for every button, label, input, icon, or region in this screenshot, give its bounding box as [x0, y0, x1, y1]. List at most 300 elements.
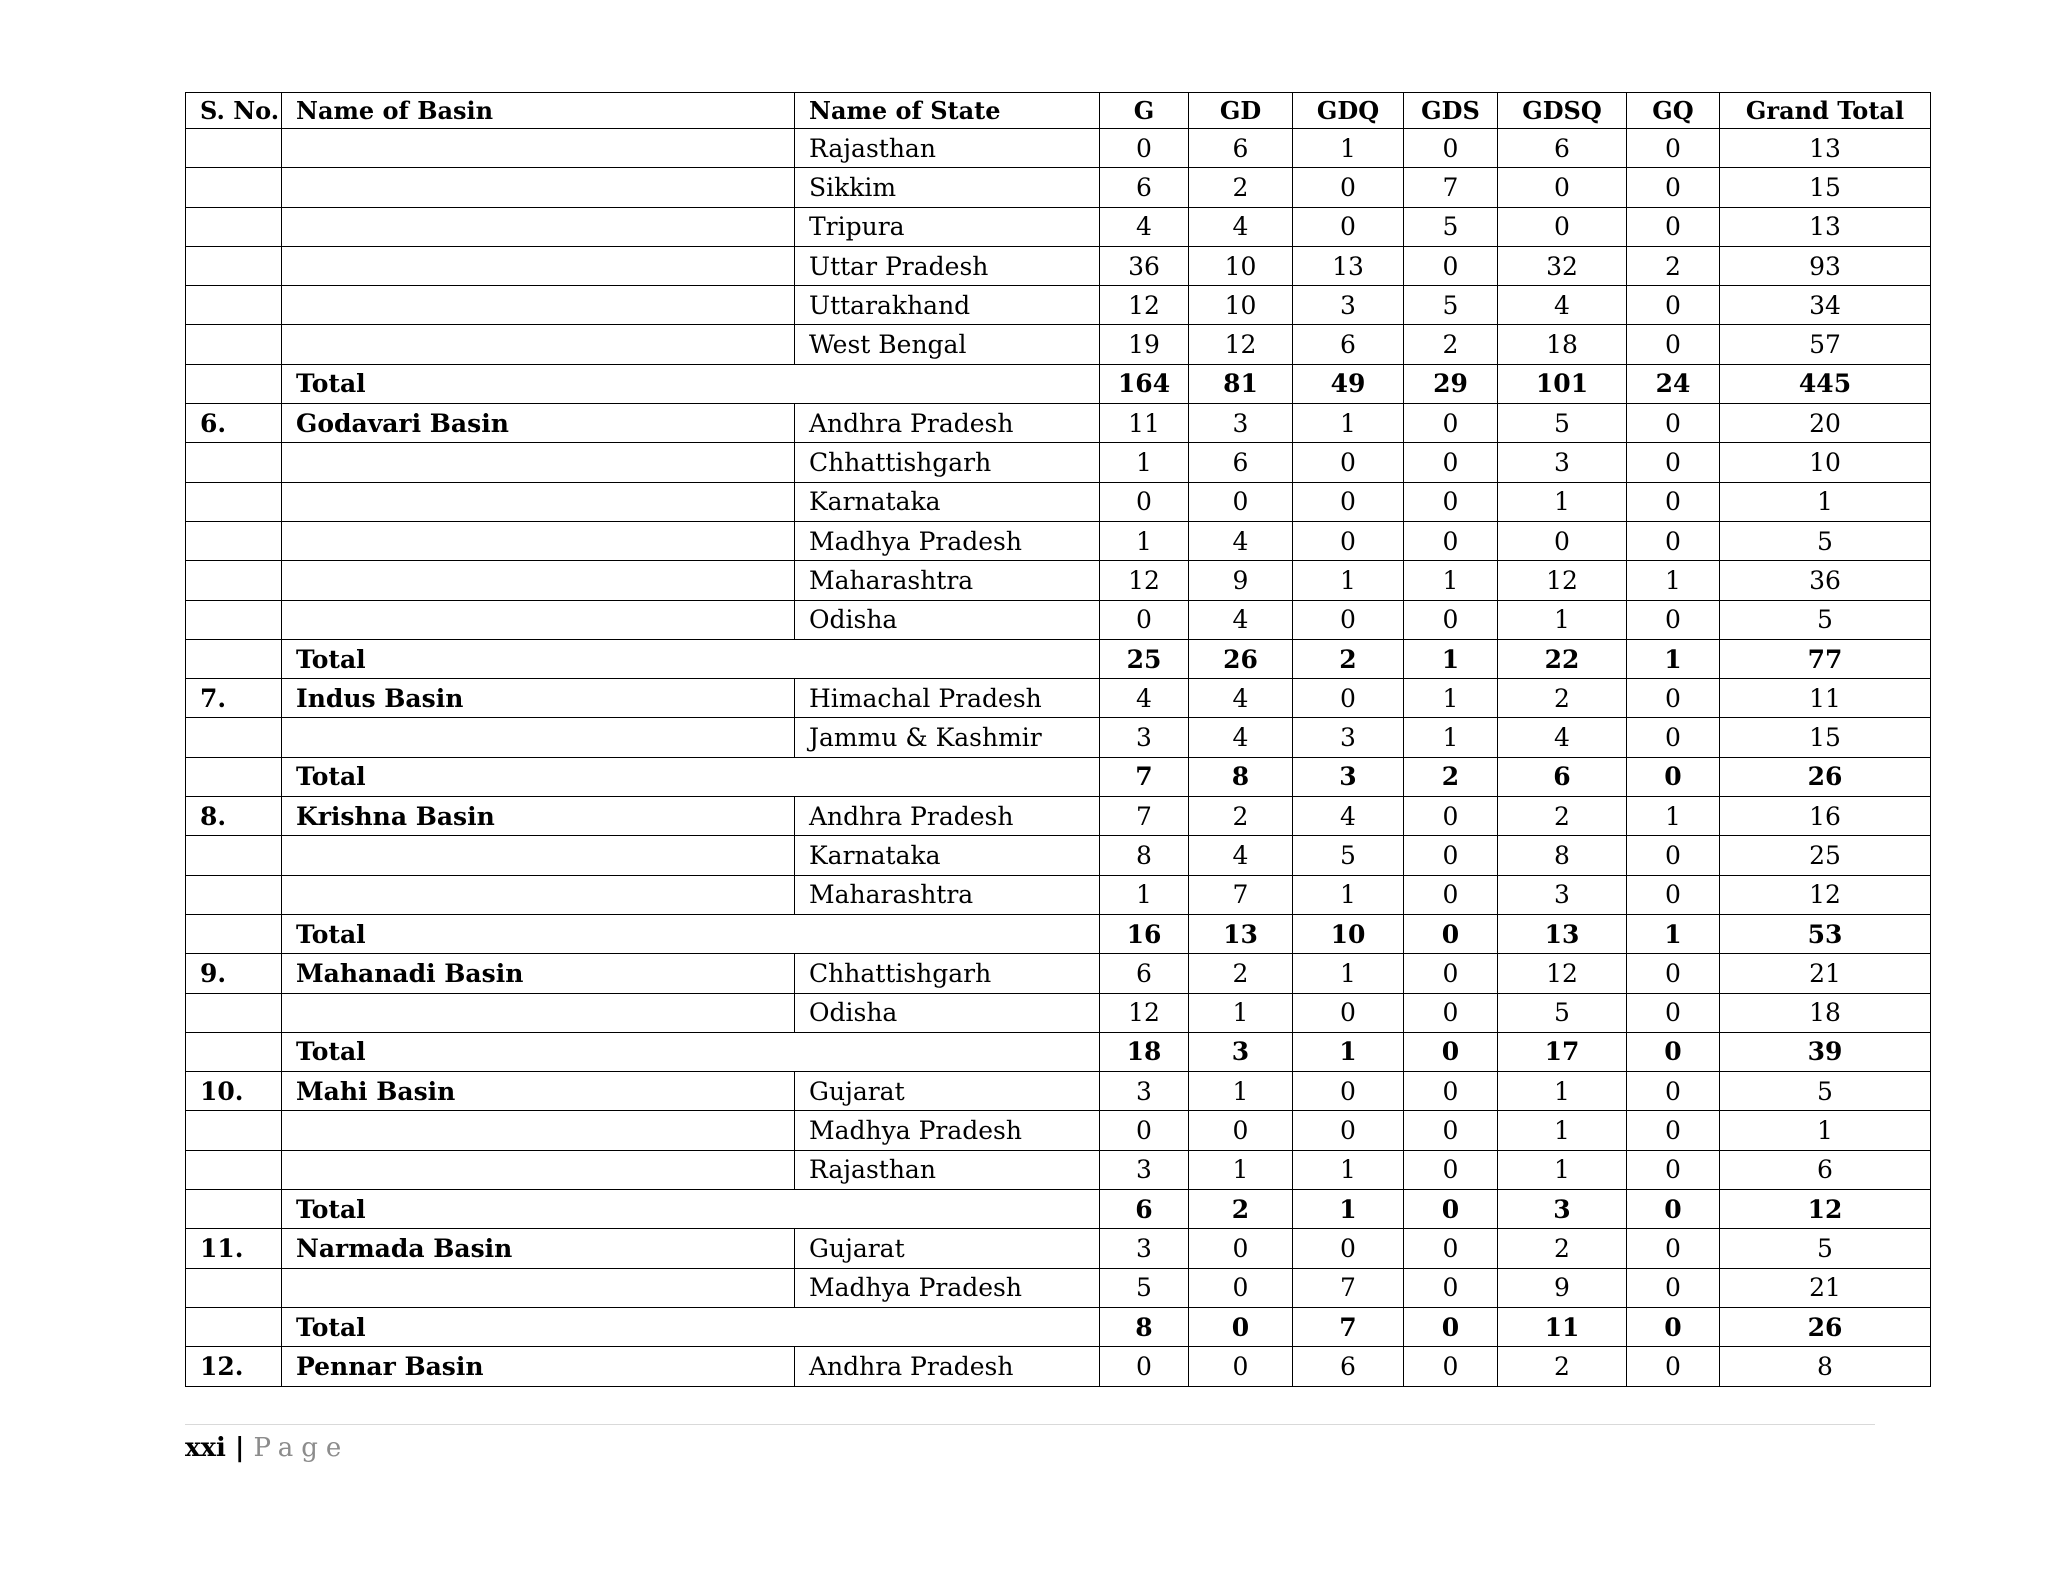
- value-cell-gq: 0: [1627, 993, 1720, 1032]
- table-row: [186, 1229, 1931, 1268]
- value-cell-gd: 0: [1189, 482, 1293, 521]
- basin-name-cell: Mahanadi Basin: [282, 954, 795, 993]
- table-row: [186, 1072, 1931, 1111]
- page-label: Page: [253, 1433, 350, 1463]
- table-row: [186, 325, 1931, 364]
- value-cell-gd: 1: [1189, 1150, 1293, 1189]
- state-name-cell: Gujarat: [795, 1229, 1100, 1268]
- value-cell-g: 16: [1100, 914, 1189, 953]
- value-cell-g: 3: [1100, 1150, 1189, 1189]
- value-cell-gdsq: 1: [1498, 1111, 1627, 1150]
- value-cell-grand-total: 5: [1720, 600, 1931, 639]
- state-name-cell: Jammu & Kashmir: [795, 718, 1100, 757]
- table-row: [186, 1347, 1931, 1386]
- value-cell-gds: 0: [1404, 797, 1498, 836]
- value-cell-gds: 1: [1404, 718, 1498, 757]
- basin-name-cell: Pennar Basin: [282, 1347, 795, 1386]
- table-row: [186, 404, 1931, 443]
- state-name-cell: Uttarakhand: [795, 286, 1100, 325]
- value-cell-gd: 0: [1189, 1111, 1293, 1150]
- state-name-cell: Andhra Pradesh: [795, 1347, 1100, 1386]
- basin-name-cell: [282, 1268, 795, 1307]
- header-grand-total: Grand Total: [1720, 93, 1931, 129]
- sno-cell: [186, 1268, 282, 1307]
- value-cell-gds: 0: [1404, 1032, 1498, 1071]
- value-cell-gd: 6: [1189, 129, 1293, 168]
- total-row: [186, 1032, 1931, 1071]
- value-cell-gds: 0: [1404, 1072, 1498, 1111]
- value-cell-gdsq: 9: [1498, 1268, 1627, 1307]
- value-cell-gd: 13: [1189, 914, 1293, 953]
- sno-cell: 9.: [186, 954, 282, 993]
- value-cell-gd: 10: [1189, 246, 1293, 285]
- value-cell-gd: 0: [1189, 1347, 1293, 1386]
- value-cell-grand-total: 8: [1720, 1347, 1931, 1386]
- value-cell-grand-total: 18: [1720, 993, 1931, 1032]
- table-row: [186, 521, 1931, 560]
- sno-cell: [186, 246, 282, 285]
- total-row: [186, 1190, 1931, 1229]
- sno-cell: 11.: [186, 1229, 282, 1268]
- value-cell-g: 164: [1100, 364, 1189, 403]
- value-cell-grand-total: 21: [1720, 1268, 1931, 1307]
- value-cell-grand-total: 12: [1720, 875, 1931, 914]
- value-cell-gq: 0: [1627, 836, 1720, 875]
- value-cell-gd: 7: [1189, 875, 1293, 914]
- value-cell-gdq: 0: [1293, 443, 1404, 482]
- value-cell-gdq: 0: [1293, 1229, 1404, 1268]
- basin-name-cell: [282, 168, 795, 207]
- value-cell-g: 3: [1100, 1072, 1189, 1111]
- value-cell-g: 12: [1100, 286, 1189, 325]
- header-gds: GDS: [1404, 93, 1498, 129]
- value-cell-g: 5: [1100, 1268, 1189, 1307]
- value-cell-gq: 1: [1627, 561, 1720, 600]
- value-cell-gdq: 0: [1293, 1072, 1404, 1111]
- value-cell-gq: 0: [1627, 875, 1720, 914]
- state-name-cell: Maharashtra: [795, 561, 1100, 600]
- value-cell-gds: 0: [1404, 443, 1498, 482]
- value-cell-gds: 0: [1404, 404, 1498, 443]
- state-name-cell: West Bengal: [795, 325, 1100, 364]
- state-name-cell: Madhya Pradesh: [795, 1268, 1100, 1307]
- state-name-cell: Rajasthan: [795, 1150, 1100, 1189]
- value-cell-gdq: 0: [1293, 207, 1404, 246]
- value-cell-g: 3: [1100, 718, 1189, 757]
- value-cell-grand-total: 1: [1720, 1111, 1931, 1150]
- basin-name-cell: [282, 836, 795, 875]
- value-cell-gdsq: 3: [1498, 443, 1627, 482]
- state-name-cell: Maharashtra: [795, 875, 1100, 914]
- value-cell-gd: 26: [1189, 639, 1293, 678]
- value-cell-gds: 0: [1404, 600, 1498, 639]
- value-cell-gd: 9: [1189, 561, 1293, 600]
- total-row: [186, 914, 1931, 953]
- value-cell-g: 18: [1100, 1032, 1189, 1071]
- basin-name-cell: [282, 129, 795, 168]
- value-cell-gds: 0: [1404, 1307, 1498, 1346]
- value-cell-gdsq: 2: [1498, 1347, 1627, 1386]
- sno-cell: 8.: [186, 797, 282, 836]
- value-cell-gd: 6: [1189, 443, 1293, 482]
- value-cell-gq: 0: [1627, 1150, 1720, 1189]
- basin-name-cell: Krishna Basin: [282, 797, 795, 836]
- value-cell-gq: 0: [1627, 600, 1720, 639]
- value-cell-gq: 0: [1627, 1111, 1720, 1150]
- value-cell-gd: 1: [1189, 1072, 1293, 1111]
- page-footer: [185, 1424, 1875, 1463]
- value-cell-gdsq: 8: [1498, 836, 1627, 875]
- value-cell-gq: 0: [1627, 1190, 1720, 1229]
- value-cell-gds: 0: [1404, 954, 1498, 993]
- value-cell-grand-total: 34: [1720, 286, 1931, 325]
- value-cell-gdq: 7: [1293, 1307, 1404, 1346]
- table-row: [186, 875, 1931, 914]
- value-cell-grand-total: 53: [1720, 914, 1931, 953]
- value-cell-grand-total: 77: [1720, 639, 1931, 678]
- table-row: [186, 600, 1931, 639]
- table-row: [186, 1268, 1931, 1307]
- value-cell-gd: 12: [1189, 325, 1293, 364]
- basin-name-cell: [282, 875, 795, 914]
- value-cell-gds: 0: [1404, 1347, 1498, 1386]
- value-cell-gdq: 5: [1293, 836, 1404, 875]
- value-cell-gd: 4: [1189, 207, 1293, 246]
- value-cell-gq: 0: [1627, 207, 1720, 246]
- value-cell-grand-total: 5: [1720, 1072, 1931, 1111]
- value-cell-gdsq: 6: [1498, 129, 1627, 168]
- value-cell-gdsq: 4: [1498, 286, 1627, 325]
- table-body: [186, 129, 1931, 1387]
- value-cell-gd: 4: [1189, 600, 1293, 639]
- state-name-cell: Madhya Pradesh: [795, 521, 1100, 560]
- sno-cell: [186, 1150, 282, 1189]
- value-cell-gdq: 1: [1293, 129, 1404, 168]
- value-cell-gdsq: 4: [1498, 718, 1627, 757]
- value-cell-gds: 0: [1404, 246, 1498, 285]
- value-cell-g: 6: [1100, 954, 1189, 993]
- value-cell-gd: 2: [1189, 954, 1293, 993]
- value-cell-gq: 0: [1627, 679, 1720, 718]
- value-cell-g: 0: [1100, 600, 1189, 639]
- state-name-cell: Odisha: [795, 993, 1100, 1032]
- table-row: [186, 129, 1931, 168]
- value-cell-gd: 4: [1189, 521, 1293, 560]
- value-cell-gdsq: 12: [1498, 954, 1627, 993]
- value-cell-gds: 1: [1404, 561, 1498, 600]
- value-cell-gds: 5: [1404, 286, 1498, 325]
- basin-name-cell: [282, 993, 795, 1032]
- sno-cell: 12.: [186, 1347, 282, 1386]
- sno-cell: [186, 129, 282, 168]
- value-cell-gdsq: 22: [1498, 639, 1627, 678]
- value-cell-gdsq: 0: [1498, 168, 1627, 207]
- basin-name-cell: Mahi Basin: [282, 1072, 795, 1111]
- value-cell-g: 0: [1100, 1347, 1189, 1386]
- value-cell-gd: 0: [1189, 1229, 1293, 1268]
- value-cell-g: 11: [1100, 404, 1189, 443]
- value-cell-gds: 0: [1404, 875, 1498, 914]
- header-sno: S. No.: [186, 93, 282, 129]
- total-label: Total: [282, 639, 1100, 678]
- value-cell-grand-total: 25: [1720, 836, 1931, 875]
- value-cell-gdq: 0: [1293, 600, 1404, 639]
- value-cell-g: 4: [1100, 679, 1189, 718]
- value-cell-gds: 0: [1404, 1150, 1498, 1189]
- table-row: [186, 718, 1931, 757]
- value-cell-gd: 4: [1189, 679, 1293, 718]
- value-cell-gd: 0: [1189, 1268, 1293, 1307]
- sno-cell: [186, 600, 282, 639]
- header-gd: GD: [1189, 93, 1293, 129]
- value-cell-gq: 0: [1627, 404, 1720, 443]
- value-cell-gdq: 1: [1293, 561, 1404, 600]
- value-cell-gd: 2: [1189, 797, 1293, 836]
- value-cell-gq: 0: [1627, 129, 1720, 168]
- value-cell-gdsq: 0: [1498, 521, 1627, 560]
- value-cell-gq: 0: [1627, 1032, 1720, 1071]
- value-cell-gq: 0: [1627, 1072, 1720, 1111]
- value-cell-gd: 3: [1189, 404, 1293, 443]
- value-cell-gq: 0: [1627, 1229, 1720, 1268]
- value-cell-gd: 81: [1189, 364, 1293, 403]
- sno-cell: [186, 914, 282, 953]
- value-cell-gds: 7: [1404, 168, 1498, 207]
- value-cell-g: 1: [1100, 875, 1189, 914]
- value-cell-gdq: 1: [1293, 875, 1404, 914]
- value-cell-gdq: 3: [1293, 757, 1404, 796]
- value-cell-gdq: 0: [1293, 993, 1404, 1032]
- value-cell-g: 8: [1100, 1307, 1189, 1346]
- value-cell-gq: 0: [1627, 443, 1720, 482]
- value-cell-grand-total: 15: [1720, 718, 1931, 757]
- basin-name-cell: [282, 718, 795, 757]
- value-cell-gd: 4: [1189, 836, 1293, 875]
- state-name-cell: Uttar Pradesh: [795, 246, 1100, 285]
- state-name-cell: Gujarat: [795, 1072, 1100, 1111]
- value-cell-gdsq: 12: [1498, 561, 1627, 600]
- value-cell-grand-total: 6: [1720, 1150, 1931, 1189]
- value-cell-gds: 0: [1404, 993, 1498, 1032]
- value-cell-gdsq: 2: [1498, 1229, 1627, 1268]
- table-row: [186, 443, 1931, 482]
- value-cell-gdsq: 18: [1498, 325, 1627, 364]
- sno-cell: [186, 718, 282, 757]
- value-cell-gds: 29: [1404, 364, 1498, 403]
- value-cell-grand-total: 12: [1720, 1190, 1931, 1229]
- value-cell-gdsq: 32: [1498, 246, 1627, 285]
- header-gdq: GDQ: [1293, 93, 1404, 129]
- value-cell-gdq: 6: [1293, 325, 1404, 364]
- value-cell-gq: 0: [1627, 325, 1720, 364]
- sno-cell: [186, 521, 282, 560]
- header-g: G: [1100, 93, 1189, 129]
- value-cell-gds: 0: [1404, 914, 1498, 953]
- value-cell-gd: 4: [1189, 718, 1293, 757]
- value-cell-gq: 1: [1627, 797, 1720, 836]
- value-cell-g: 8: [1100, 836, 1189, 875]
- total-row: [186, 757, 1931, 796]
- value-cell-grand-total: 39: [1720, 1032, 1931, 1071]
- sno-cell: [186, 207, 282, 246]
- value-cell-gds: 0: [1404, 1111, 1498, 1150]
- sno-cell: [186, 639, 282, 678]
- value-cell-gdq: 6: [1293, 1347, 1404, 1386]
- sno-cell: [186, 1111, 282, 1150]
- value-cell-gq: 0: [1627, 757, 1720, 796]
- value-cell-gdsq: 1: [1498, 482, 1627, 521]
- value-cell-grand-total: 5: [1720, 521, 1931, 560]
- value-cell-g: 4: [1100, 207, 1189, 246]
- table-row: [186, 954, 1931, 993]
- total-label: Total: [282, 1190, 1100, 1229]
- value-cell-gq: 0: [1627, 168, 1720, 207]
- total-label: Total: [282, 1307, 1100, 1346]
- total-label: Total: [282, 914, 1100, 953]
- value-cell-gdsq: 13: [1498, 914, 1627, 953]
- value-cell-gdq: 1: [1293, 1150, 1404, 1189]
- sno-cell: 6.: [186, 404, 282, 443]
- header-state: Name of State: [795, 93, 1100, 129]
- value-cell-gds: 0: [1404, 129, 1498, 168]
- value-cell-gq: 0: [1627, 1347, 1720, 1386]
- value-cell-grand-total: 36: [1720, 561, 1931, 600]
- value-cell-gdsq: 1: [1498, 1150, 1627, 1189]
- value-cell-grand-total: 16: [1720, 797, 1931, 836]
- sno-cell: [186, 836, 282, 875]
- sno-cell: [186, 364, 282, 403]
- value-cell-gdq: 7: [1293, 1268, 1404, 1307]
- value-cell-gdq: 1: [1293, 954, 1404, 993]
- sno-cell: [186, 286, 282, 325]
- value-cell-gdq: 1: [1293, 1190, 1404, 1229]
- value-cell-gdq: 2: [1293, 639, 1404, 678]
- value-cell-grand-total: 5: [1720, 1229, 1931, 1268]
- value-cell-g: 36: [1100, 246, 1189, 285]
- value-cell-gds: 0: [1404, 1190, 1498, 1229]
- value-cell-grand-total: 26: [1720, 1307, 1931, 1346]
- table-row: [186, 993, 1931, 1032]
- value-cell-gds: 1: [1404, 639, 1498, 678]
- basin-name-cell: [282, 1150, 795, 1189]
- basin-name-cell: [282, 246, 795, 285]
- sno-cell: [186, 443, 282, 482]
- value-cell-gds: 0: [1404, 521, 1498, 560]
- table-row: [186, 207, 1931, 246]
- value-cell-gds: 0: [1404, 482, 1498, 521]
- value-cell-g: 12: [1100, 561, 1189, 600]
- value-cell-gds: 0: [1404, 1268, 1498, 1307]
- sno-cell: [186, 325, 282, 364]
- value-cell-gd: 3: [1189, 1032, 1293, 1071]
- page-separator: |: [225, 1433, 254, 1463]
- value-cell-gds: 0: [1404, 836, 1498, 875]
- sno-cell: [186, 993, 282, 1032]
- value-cell-gq: 0: [1627, 718, 1720, 757]
- sno-cell: [186, 561, 282, 600]
- value-cell-gdq: 1: [1293, 1032, 1404, 1071]
- value-cell-gdq: 0: [1293, 1111, 1404, 1150]
- state-name-cell: Madhya Pradesh: [795, 1111, 1100, 1150]
- value-cell-gdq: 49: [1293, 364, 1404, 403]
- value-cell-g: 12: [1100, 993, 1189, 1032]
- value-cell-gq: 0: [1627, 521, 1720, 560]
- basin-name-cell: [282, 521, 795, 560]
- state-name-cell: Chhattishgarh: [795, 954, 1100, 993]
- value-cell-grand-total: 21: [1720, 954, 1931, 993]
- value-cell-gdq: 10: [1293, 914, 1404, 953]
- value-cell-gds: 1: [1404, 679, 1498, 718]
- value-cell-g: 1: [1100, 521, 1189, 560]
- value-cell-grand-total: 26: [1720, 757, 1931, 796]
- state-name-cell: Rajasthan: [795, 129, 1100, 168]
- sno-cell: [186, 757, 282, 796]
- value-cell-gq: 0: [1627, 1268, 1720, 1307]
- total-row: [186, 1307, 1931, 1346]
- value-cell-g: 3: [1100, 1229, 1189, 1268]
- value-cell-gq: 24: [1627, 364, 1720, 403]
- state-name-cell: Odisha: [795, 600, 1100, 639]
- state-name-cell: Himachal Pradesh: [795, 679, 1100, 718]
- value-cell-gdsq: 1: [1498, 1072, 1627, 1111]
- value-cell-grand-total: 15: [1720, 168, 1931, 207]
- state-name-cell: Andhra Pradesh: [795, 797, 1100, 836]
- value-cell-gdsq: 6: [1498, 757, 1627, 796]
- value-cell-gq: 0: [1627, 286, 1720, 325]
- sno-cell: [186, 875, 282, 914]
- value-cell-gdsq: 11: [1498, 1307, 1627, 1346]
- value-cell-gd: 2: [1189, 168, 1293, 207]
- state-name-cell: Andhra Pradesh: [795, 404, 1100, 443]
- total-label: Total: [282, 364, 1100, 403]
- basin-name-cell: [282, 325, 795, 364]
- table-row: [186, 561, 1931, 600]
- value-cell-g: 7: [1100, 797, 1189, 836]
- basin-name-cell: [282, 482, 795, 521]
- value-cell-gd: 2: [1189, 1190, 1293, 1229]
- basin-name-cell: [282, 207, 795, 246]
- value-cell-gd: 10: [1189, 286, 1293, 325]
- value-cell-gdsq: 101: [1498, 364, 1627, 403]
- sno-cell: [186, 1190, 282, 1229]
- sno-cell: [186, 1032, 282, 1071]
- sno-cell: 10.: [186, 1072, 282, 1111]
- value-cell-gdq: 3: [1293, 718, 1404, 757]
- value-cell-gdsq: 1: [1498, 600, 1627, 639]
- table-row: [186, 286, 1931, 325]
- value-cell-gds: 5: [1404, 207, 1498, 246]
- value-cell-grand-total: 10: [1720, 443, 1931, 482]
- value-cell-g: 0: [1100, 1111, 1189, 1150]
- value-cell-gd: 1: [1189, 993, 1293, 1032]
- value-cell-gdq: 0: [1293, 679, 1404, 718]
- value-cell-g: 6: [1100, 1190, 1189, 1229]
- table-row: [186, 1111, 1931, 1150]
- basin-name-cell: [282, 600, 795, 639]
- total-row: [186, 364, 1931, 403]
- sno-cell: [186, 168, 282, 207]
- page-number: xxi: [185, 1433, 226, 1463]
- value-cell-g: 7: [1100, 757, 1189, 796]
- value-cell-gds: 2: [1404, 325, 1498, 364]
- value-cell-gdq: 0: [1293, 482, 1404, 521]
- value-cell-gdq: 4: [1293, 797, 1404, 836]
- total-row: [186, 639, 1931, 678]
- value-cell-gq: 2: [1627, 246, 1720, 285]
- value-cell-gds: 2: [1404, 757, 1498, 796]
- basin-name-cell: [282, 561, 795, 600]
- header-gq: GQ: [1627, 93, 1720, 129]
